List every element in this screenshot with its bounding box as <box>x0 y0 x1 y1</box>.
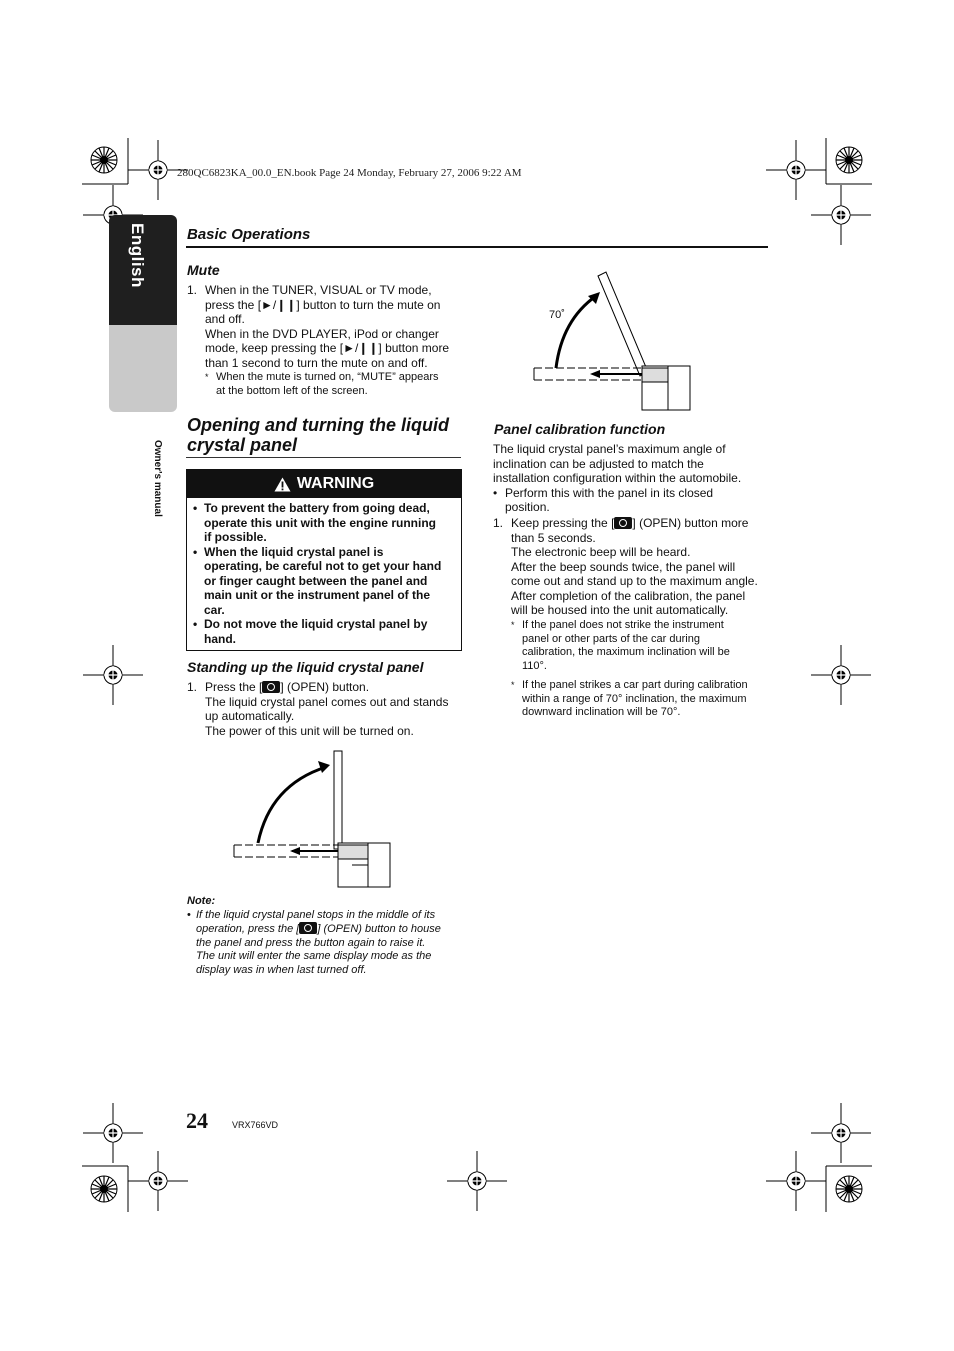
press-text: Press the [ <box>205 680 263 694</box>
bullet-mark: • <box>193 544 198 559</box>
standing-step <box>187 680 467 738</box>
open-button-icon <box>614 517 632 529</box>
opening-rule <box>186 457 461 458</box>
model-number: VRX766VD <box>232 1120 279 1130</box>
panel-standing-illustration <box>230 745 395 890</box>
intro-line: The liquid crystal panel’s maximum angle of <box>493 442 726 456</box>
warning-item <box>193 617 453 646</box>
bullet-mark: • <box>493 485 498 500</box>
bullet-line: position. <box>505 500 550 514</box>
calibration-title: Panel calibration function <box>494 421 666 437</box>
warning-line: or finger caught between the panel and <box>204 573 428 588</box>
warning-box <box>186 469 462 651</box>
warning-line: Do not move the liquid crystal panel by <box>204 617 428 631</box>
bullet-mark: • <box>193 617 198 631</box>
note-line: calibration, the maximum inclination will be <box>522 646 730 658</box>
opening-title-line: crystal panel <box>187 435 298 455</box>
step-line: The electronic beep will be heard. <box>511 545 691 559</box>
warning-list <box>187 498 461 646</box>
opening-title-line: Opening and turning the liquid <box>187 415 449 435</box>
open-button-icon <box>299 922 317 934</box>
calibration-notes <box>511 619 776 720</box>
warning-line: operate this unit with the engine running <box>204 515 436 530</box>
standing-line: The power of this unit will be turned on. <box>205 723 414 738</box>
mute-step <box>187 283 462 370</box>
asterisk-mark: * <box>511 680 515 690</box>
note-line: the panel and press the button again to raise it. <box>196 936 426 949</box>
warning-line: car. <box>204 602 225 617</box>
note-item <box>187 909 467 978</box>
note-line: downward inclination will be 70°. <box>522 706 681 718</box>
step-text: Keep pressing the [ <box>511 516 615 530</box>
note-line: display was in when last turned off. <box>196 963 367 976</box>
standing-line: up automatically. <box>205 709 295 723</box>
standing-line: The liquid crystal panel comes out and stands <box>205 694 449 709</box>
warning-item <box>193 501 453 545</box>
step-line: After the beep sounds twice, the panel will <box>511 559 736 574</box>
note-line <box>196 922 467 937</box>
warning-line: To prevent the battery from going dead, <box>204 501 430 515</box>
calibration-note <box>511 619 776 673</box>
mute-line: and off. <box>205 312 245 326</box>
mute-note <box>205 371 465 398</box>
side-tab-manual: Owner's manual <box>152 440 163 517</box>
step-line: After completion of the calibration, the panel <box>511 588 746 603</box>
standing-step-number: 1. <box>187 680 198 694</box>
warning-line: main unit or the instrument panel of the <box>204 588 431 602</box>
side-tab-dark <box>109 215 177 325</box>
warning-line: if possible. <box>204 530 267 544</box>
note-line: The unit will enter the same display mode as the <box>196 950 432 962</box>
section-header: Basic Operations <box>187 226 311 243</box>
panel-70-degree-illustration <box>530 268 695 413</box>
mute-line: than 1 second to turn the mute on and off. <box>205 355 428 370</box>
mute-note-line: When the mute is turned on, “MUTE” appears <box>216 371 439 383</box>
bullet-line: Perform this with the panel in its closed <box>505 485 714 500</box>
open-button-icon <box>262 681 280 693</box>
mute-step-number: 1. <box>187 283 198 297</box>
standing-press-line <box>205 680 467 695</box>
asterisk-mark: * <box>511 620 515 630</box>
mute-title: Mute <box>187 262 220 278</box>
step-line: come out and stand up to the maximum angle. <box>511 574 758 588</box>
warning-line: hand. <box>204 631 236 646</box>
side-tab-light <box>109 325 177 517</box>
asterisk-mark: * <box>205 372 209 382</box>
warning-line: operating, be careful not to get your hand <box>204 559 442 573</box>
mute-line: mode, keep pressing the [►/❙❙] button more <box>205 341 450 355</box>
note-text: ] (OPEN) button to house <box>317 923 441 935</box>
book-header: 280QC6823KA_00.0_EN.book Page 24 Monday, February 27, 2006 9:22 AM <box>177 167 522 179</box>
press-text: ] (OPEN) button. <box>280 680 370 694</box>
mute-line: When in the TUNER, VISUAL or TV mode, <box>205 283 432 297</box>
language-side-tab <box>109 215 177 517</box>
mute-line: press the [►/❙❙] button to turn the mute on <box>205 297 441 312</box>
bullet-mark: • <box>187 908 191 921</box>
calibration-step-number: 1. <box>493 516 504 530</box>
intro-line: installation configuration within the automobile. <box>493 471 742 485</box>
step-line: than 5 seconds. <box>511 530 596 545</box>
intro-line: inclination can be adjusted to match the <box>493 456 704 471</box>
opening-title <box>187 415 467 455</box>
calibration-bullet <box>493 486 773 515</box>
note-line: panel or other parts of the car during <box>522 632 700 645</box>
note-text: operation, press the [ <box>196 923 300 935</box>
section-rule <box>186 246 768 248</box>
warning-header <box>187 470 461 498</box>
mute-note-line: at the bottom left of the screen. <box>216 384 368 397</box>
warning-item <box>193 545 453 618</box>
warning-label: WARNING <box>296 475 375 492</box>
calibration-note <box>511 679 776 720</box>
step-line: will be housed into the unit automatically. <box>511 603 729 617</box>
warning-line: When the liquid crystal panel is <box>204 544 384 559</box>
side-tab-language: English <box>128 223 147 288</box>
warning-triangle-icon <box>274 477 291 492</box>
note-line: within a range of 70° inclination, the maximum <box>522 692 747 705</box>
step-text: ] (OPEN) button more <box>632 516 749 530</box>
note-line: 110°. <box>522 659 547 672</box>
bullet-mark: • <box>193 501 198 515</box>
note-title: Note: <box>187 895 216 907</box>
page-number: 24 <box>186 1108 208 1133</box>
note-line: If the panel does not strike the instrument <box>522 619 724 631</box>
angle-label: 70˚ <box>549 309 565 321</box>
calibration-press-line <box>511 516 773 531</box>
note-line: If the liquid crystal panel stops in the middle of its <box>196 908 436 921</box>
calibration-intro <box>493 442 773 515</box>
note-section <box>187 895 467 977</box>
calibration-step <box>493 516 773 618</box>
standing-title: Standing up the liquid crystal panel <box>187 659 424 675</box>
mute-line: When in the DVD PLAYER, iPod or changer <box>205 326 439 341</box>
note-line: If the panel strikes a car part during calibration <box>522 679 748 691</box>
